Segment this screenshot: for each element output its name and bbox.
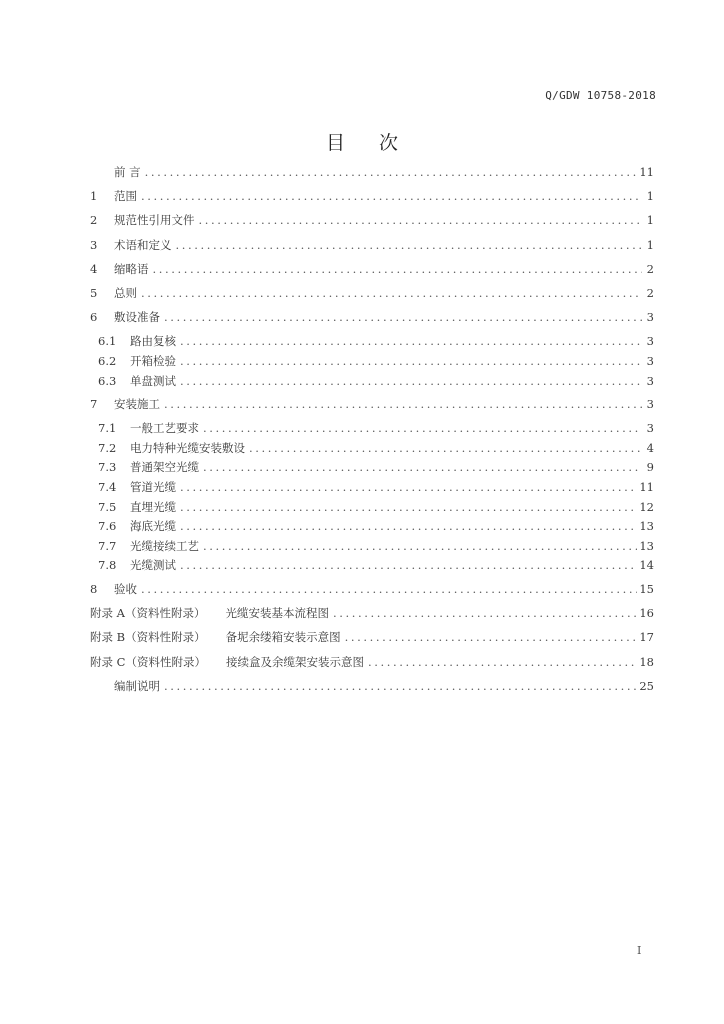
toc-entry[interactable] bbox=[90, 237, 654, 261]
toc-entry-title: 安装施工 bbox=[114, 397, 160, 412]
toc-entry-page: 3 bbox=[646, 310, 654, 325]
page-number: I bbox=[637, 944, 642, 957]
toc-leader-dots bbox=[199, 213, 643, 227]
toc-entry[interactable] bbox=[90, 629, 654, 653]
toc-entry-page: 17 bbox=[639, 630, 654, 645]
toc-leader-dots bbox=[180, 558, 637, 572]
toc-entry-number: 1 bbox=[90, 189, 98, 204]
toc-entry[interactable] bbox=[90, 188, 654, 212]
toc-leader-dots bbox=[141, 582, 637, 596]
toc-entry-title: 开箱检验 bbox=[130, 353, 176, 368]
toc-entry[interactable] bbox=[90, 164, 654, 188]
toc-leader-dots bbox=[368, 655, 637, 669]
toc-entry-title: 一般工艺要求 bbox=[130, 421, 199, 436]
toc-entry-number: 附录 A（资料性附录） bbox=[90, 606, 206, 621]
toc-entry[interactable] bbox=[90, 499, 654, 519]
toc-entry-number: 6.1 bbox=[98, 334, 117, 349]
toc-entry-number: 8 bbox=[90, 582, 98, 597]
toc-entry[interactable] bbox=[90, 353, 654, 373]
toc-entry[interactable] bbox=[90, 373, 654, 393]
toc-entry-number: 附录 B（资料性附录） bbox=[90, 630, 206, 645]
toc-entry-title: 路由复核 bbox=[130, 334, 176, 349]
toc-leader-dots bbox=[180, 334, 642, 348]
toc-leader-dots bbox=[333, 606, 637, 620]
toc-entry-page: 13 bbox=[639, 538, 654, 553]
toc-entry-number: 4 bbox=[90, 261, 98, 276]
toc-entry[interactable] bbox=[90, 459, 654, 479]
toc-entry-title: 光缆测试 bbox=[130, 558, 176, 573]
toc-leader-dots bbox=[180, 500, 637, 514]
toc-leader-dots bbox=[164, 397, 642, 411]
toc-entry-title: 直埋光缆 bbox=[130, 499, 176, 514]
toc-entry-page: 2 bbox=[646, 285, 654, 300]
toc-entry-title: 普通架空光缆 bbox=[130, 460, 199, 475]
toc-entry-number: 2 bbox=[90, 213, 98, 228]
toc-leader-dots bbox=[145, 165, 638, 179]
toc-entry[interactable] bbox=[90, 678, 654, 702]
toc-entry-page: 3 bbox=[646, 334, 654, 349]
toc-entry-title: 备坭余缕箱安装示意图 bbox=[225, 630, 341, 645]
toc-entry-number: 7.8 bbox=[98, 558, 117, 573]
toc-entry-title: 总则 bbox=[114, 285, 137, 300]
toc-entry-number: 7.5 bbox=[98, 499, 117, 514]
toc-entry[interactable] bbox=[90, 538, 654, 558]
toc-entry[interactable] bbox=[90, 581, 654, 605]
toc-leader-dots bbox=[164, 310, 642, 324]
toc-entry-number: 6.3 bbox=[98, 373, 117, 388]
document-number: Q/GDW 10758-2018 bbox=[545, 89, 656, 102]
toc-entry-page: 13 bbox=[639, 519, 654, 534]
toc-entry[interactable] bbox=[90, 396, 654, 420]
toc-leader-dots bbox=[180, 374, 642, 388]
toc-entry-number: 7 bbox=[90, 397, 98, 412]
toc-leader-dots bbox=[180, 519, 637, 533]
toc-entry[interactable] bbox=[90, 333, 654, 353]
toc-entry-title: 接续盒及余缆架安装示意图 bbox=[225, 654, 364, 669]
toc-entry-number: 6.2 bbox=[98, 353, 117, 368]
toc-entry-number: 6 bbox=[90, 310, 98, 325]
toc-entry-page: 9 bbox=[646, 460, 654, 475]
toc-entry-page: 11 bbox=[639, 165, 654, 179]
toc-entry-page: 15 bbox=[639, 582, 654, 597]
toc-entry[interactable] bbox=[90, 605, 654, 629]
toc-entry[interactable] bbox=[90, 518, 654, 538]
toc-leader-dots bbox=[203, 460, 642, 474]
toc-entry-title: 编制说明 bbox=[114, 678, 160, 693]
toc-entry-number: 7.3 bbox=[98, 460, 117, 475]
toc-entry-title: 光缆安装基本流程图 bbox=[225, 606, 329, 621]
page-title: 目 次 bbox=[325, 132, 413, 154]
toc-entry-page: 3 bbox=[646, 421, 654, 436]
toc-entry-page: 3 bbox=[646, 353, 654, 368]
toc-leader-dots bbox=[180, 480, 637, 494]
toc-entry-page: 1 bbox=[646, 213, 654, 228]
toc-entry-title: 缩略语 bbox=[114, 261, 149, 276]
toc-entry-number: 7.4 bbox=[98, 480, 117, 495]
toc-entry[interactable] bbox=[90, 261, 654, 285]
toc-entry-number: 7.2 bbox=[98, 440, 117, 455]
toc-entry-number: 附录 C（资料性附录） bbox=[90, 654, 206, 669]
toc-entry-title: 光缆接续工艺 bbox=[130, 538, 199, 553]
toc-entry[interactable] bbox=[90, 557, 654, 577]
toc-entry-title: 验收 bbox=[114, 582, 137, 597]
toc-entry-title: 海底光缆 bbox=[130, 519, 176, 534]
toc-entry-page: 2 bbox=[646, 261, 654, 276]
toc-leader-dots bbox=[345, 630, 638, 644]
toc-entry-page: 16 bbox=[639, 606, 654, 621]
toc-entry-page: 25 bbox=[639, 678, 654, 693]
toc-leader-dots bbox=[176, 238, 643, 252]
table-of-contents bbox=[90, 164, 654, 702]
toc-entry-title: 术语和定义 bbox=[114, 237, 172, 252]
toc-entry[interactable] bbox=[90, 440, 654, 460]
toc-entry-number: 7.7 bbox=[98, 538, 117, 553]
toc-entry-title: 规范性引用文件 bbox=[114, 213, 195, 228]
toc-entry-title: 敷设准备 bbox=[114, 310, 160, 325]
toc-entry-number: 7.1 bbox=[98, 421, 117, 436]
toc-entry-page: 1 bbox=[646, 189, 654, 204]
toc-entry-title: 前 言 bbox=[114, 165, 141, 179]
toc-leader-dots bbox=[153, 262, 643, 276]
toc-leader-dots bbox=[203, 421, 642, 435]
toc-entry[interactable] bbox=[90, 212, 654, 236]
toc-entry-page: 18 bbox=[639, 654, 654, 669]
toc-entry-number: 7.6 bbox=[98, 519, 117, 534]
toc-entry-page: 1 bbox=[646, 237, 654, 252]
toc-entry-title: 管道光缆 bbox=[130, 480, 176, 495]
toc-entry[interactable] bbox=[90, 420, 654, 440]
toc-leader-dots bbox=[180, 354, 642, 368]
toc-entry-page: 14 bbox=[639, 558, 654, 573]
toc-entry[interactable] bbox=[90, 654, 654, 678]
toc-leader-dots bbox=[203, 539, 637, 553]
toc-entry[interactable] bbox=[90, 285, 654, 309]
toc-entry[interactable] bbox=[90, 479, 654, 499]
toc-entry-page: 12 bbox=[639, 499, 654, 514]
toc-entry-number: 3 bbox=[90, 237, 98, 252]
toc-entry-page: 11 bbox=[639, 480, 654, 495]
toc-entry-page: 3 bbox=[646, 397, 654, 412]
toc-entry-title: 电力特种光缆安装敷设 bbox=[130, 440, 245, 455]
toc-entry-page: 4 bbox=[646, 440, 654, 455]
toc-entry-title: 范围 bbox=[114, 189, 137, 204]
toc-leader-dots bbox=[164, 679, 637, 693]
toc-entry-title: 单盘测试 bbox=[130, 373, 176, 388]
toc-leader-dots bbox=[249, 441, 642, 455]
toc-entry[interactable] bbox=[90, 309, 654, 333]
toc-entry-page: 3 bbox=[646, 373, 654, 388]
toc-leader-dots bbox=[141, 189, 642, 203]
toc-entry-number: 5 bbox=[90, 285, 98, 300]
toc-leader-dots bbox=[141, 286, 642, 300]
